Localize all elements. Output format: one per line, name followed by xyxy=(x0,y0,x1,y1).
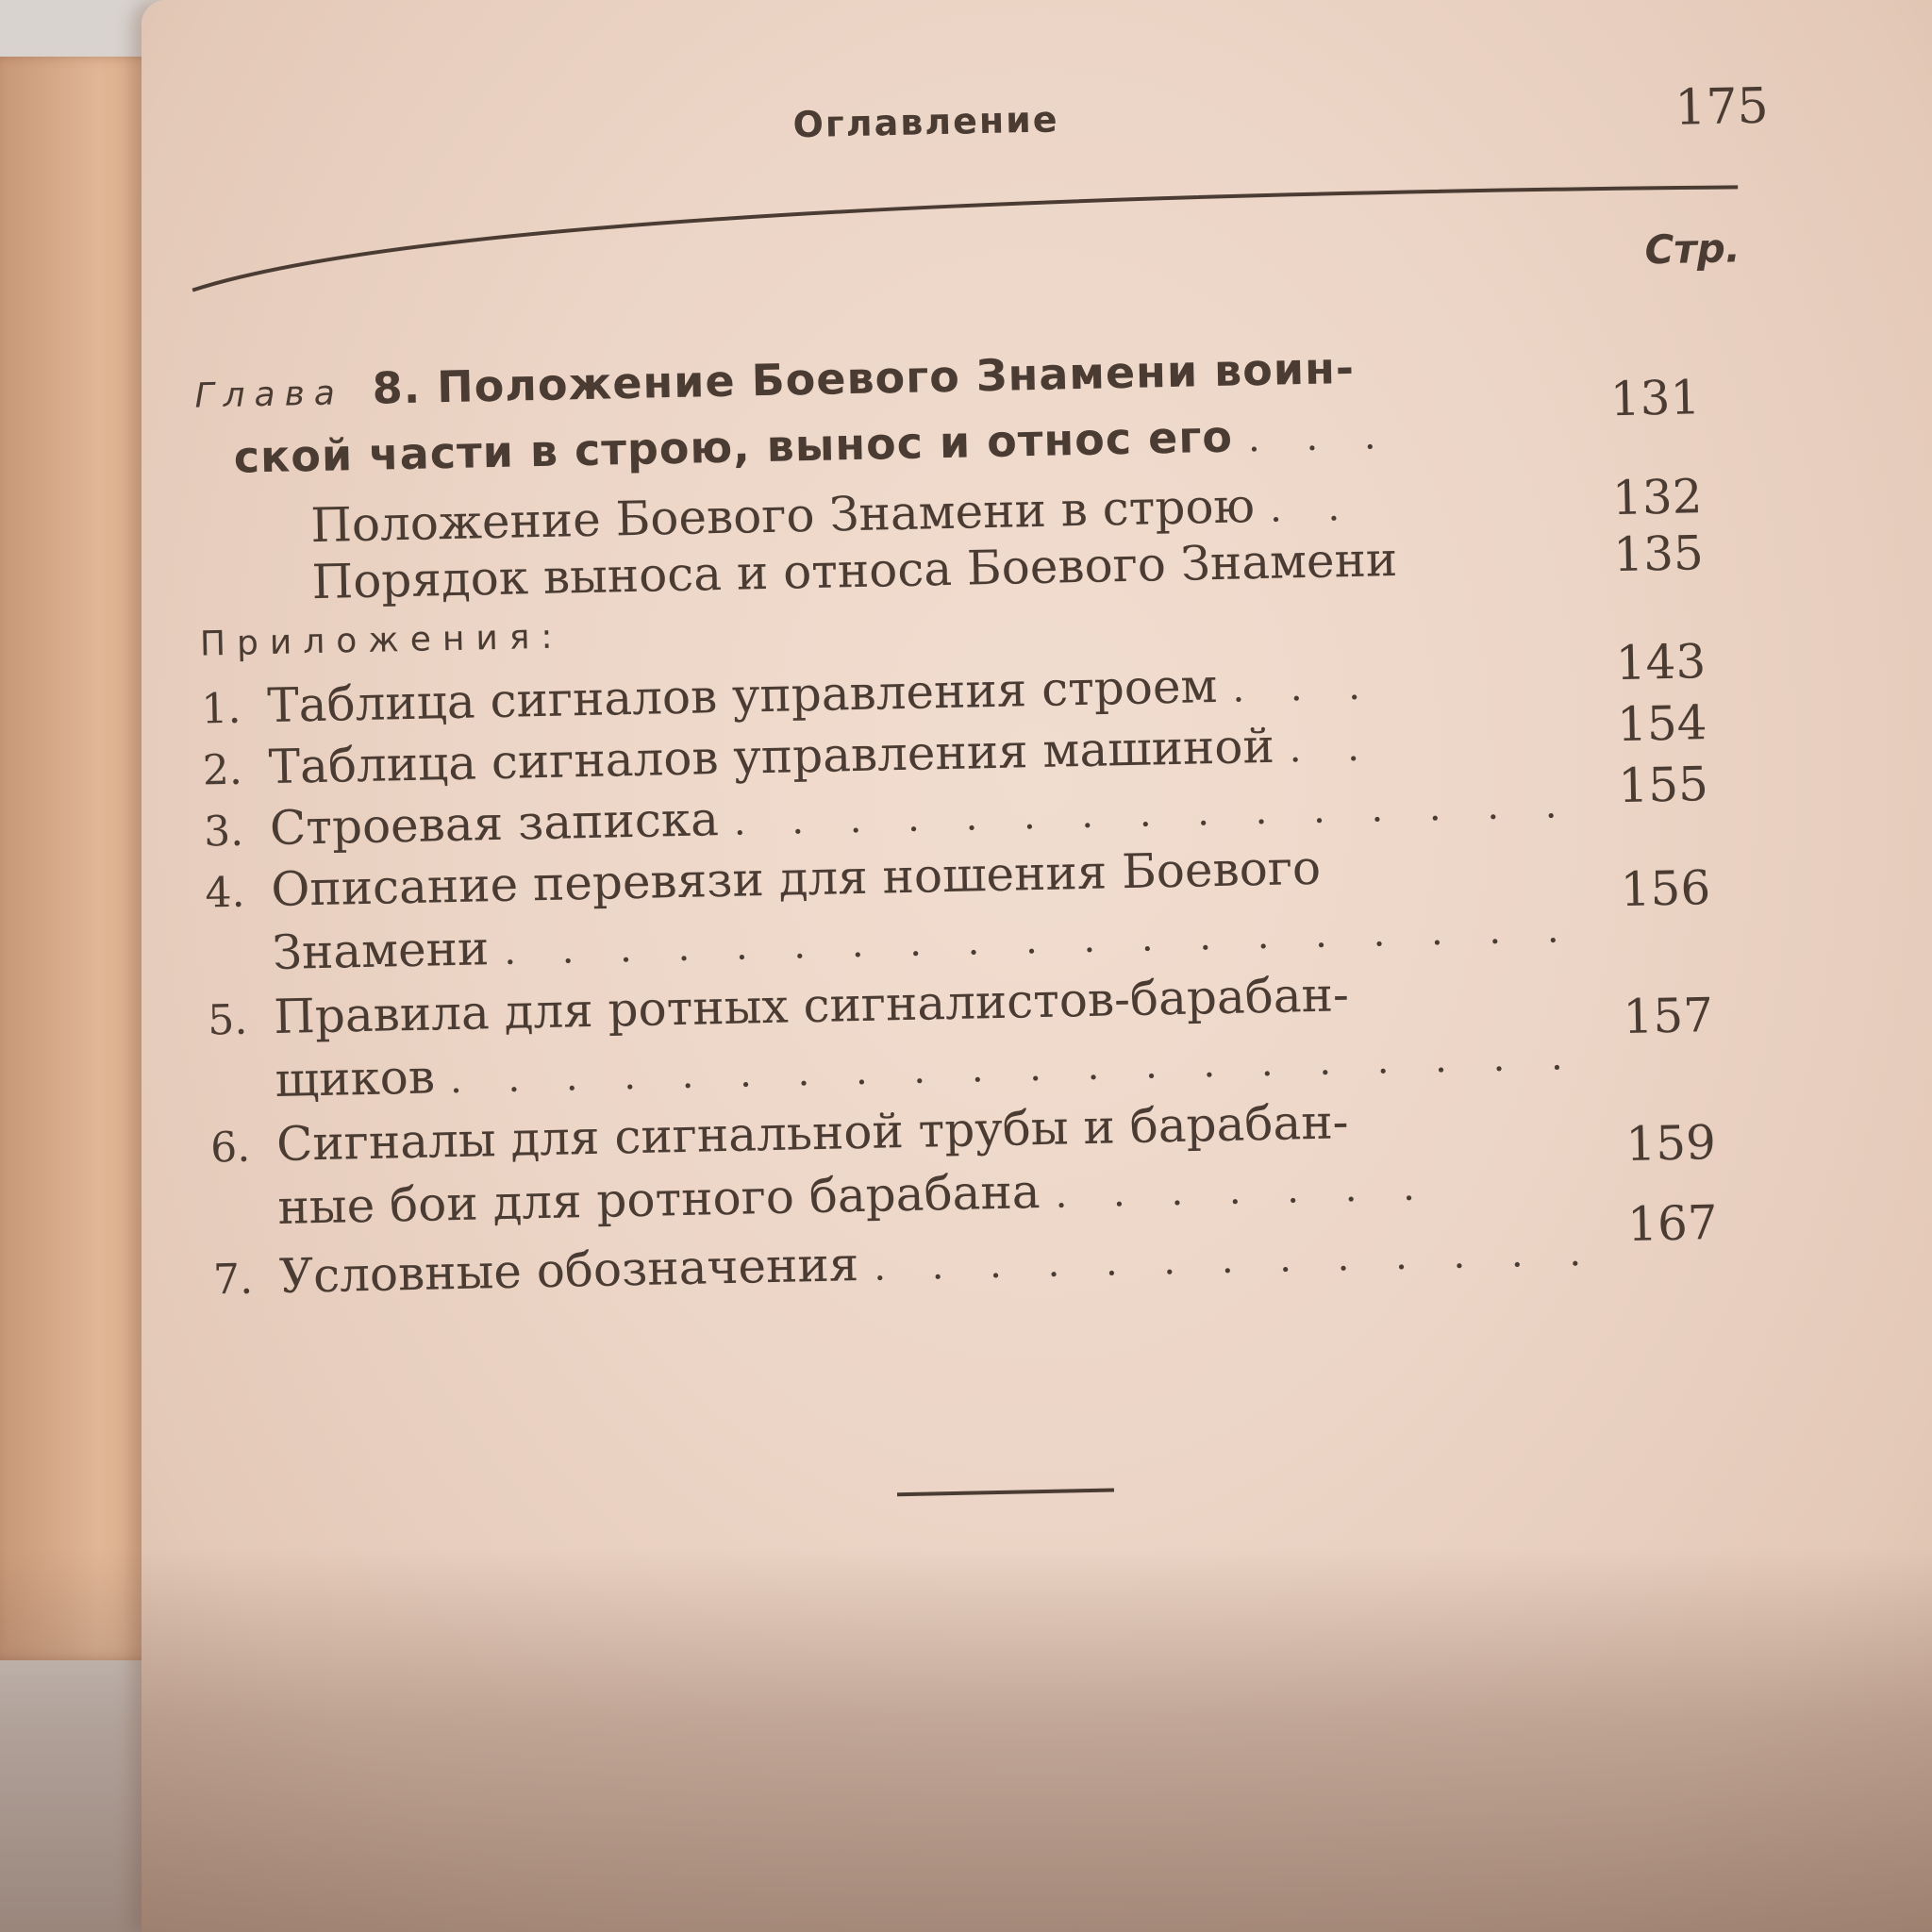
item-number: 3. xyxy=(203,807,244,857)
item-title: Таблица сигналов управления строем xyxy=(266,658,1218,734)
section-page: 135 xyxy=(1612,525,1705,583)
item-title: Строевая записка xyxy=(269,791,720,857)
leader-dots: . . . xyxy=(1247,414,1393,461)
running-head: Оглавление xyxy=(792,98,1059,146)
chapter-label: Глава xyxy=(194,374,345,416)
item-page: 159 xyxy=(1624,1115,1717,1173)
page-number: 175 xyxy=(1674,77,1770,137)
leader-dots: . . . . . . . . . . . . . xyxy=(873,1230,1599,1290)
item-number: 7. xyxy=(212,1255,254,1305)
item-page: 157 xyxy=(1622,988,1714,1045)
leader-dots: . . . . . . . . . . . . . . . xyxy=(733,783,1574,844)
header-rule-line xyxy=(191,154,1740,299)
item-page: 154 xyxy=(1616,695,1708,753)
item-page: 155 xyxy=(1617,757,1709,814)
item-title: Описание перевязи для ношения Боевого xyxy=(270,840,1322,918)
item-page: 167 xyxy=(1626,1195,1719,1253)
item-number: 1. xyxy=(200,684,242,734)
section-page: 132 xyxy=(1611,469,1704,526)
chapter-title: 8. Положение Боевого Знамени воин- xyxy=(372,341,1356,414)
leader-dots: . . . xyxy=(1231,664,1378,711)
section-title: Положение Боевого Знамени в строю xyxy=(309,478,1256,554)
item-page: 156 xyxy=(1620,860,1711,918)
item-number: 5. xyxy=(207,995,248,1045)
item-title: Сигналы для сигнальной трубы и барабан- xyxy=(275,1094,1350,1172)
chapter-title-cont: ской части в строю, вынос и относ его xyxy=(233,410,1234,483)
item-title-cont: Знамени xyxy=(272,921,490,981)
page-column-label: Стр. xyxy=(1644,225,1741,274)
leader-dots: . . . . . . . xyxy=(1055,1165,1433,1217)
leader-dots: . . xyxy=(1269,485,1357,531)
item-title: Таблица сигналов управления машиной xyxy=(268,718,1275,795)
leader-dots: . . . . . . . . . . . . . . . . . . . . xyxy=(449,1035,1581,1103)
appendices-heading: Приложения: xyxy=(199,617,564,664)
leader-dots: . . xyxy=(1289,725,1377,772)
item-title-cont: ные бои для ротного барабана xyxy=(276,1164,1041,1235)
leader-dots: . . . . . . . . . . . . . . . . . . . xyxy=(503,908,1576,974)
item-title-cont: щиков xyxy=(275,1049,436,1108)
chapter-entry xyxy=(194,329,1707,491)
item-title: Правила для ротных сигналистов-барабан- xyxy=(273,967,1350,1045)
section-title: Порядок выноса и относа Боевого Знамени xyxy=(311,531,1398,610)
chapter-page: 131 xyxy=(1609,370,1701,427)
item-page: 143 xyxy=(1615,634,1707,691)
item-number: 6. xyxy=(209,1123,251,1173)
item-number: 2. xyxy=(202,745,243,795)
item-number: 4. xyxy=(204,868,246,918)
table-of-contents xyxy=(189,78,1805,1621)
end-rule xyxy=(897,1488,1114,1496)
item-title: Условные обозначения xyxy=(278,1237,859,1304)
